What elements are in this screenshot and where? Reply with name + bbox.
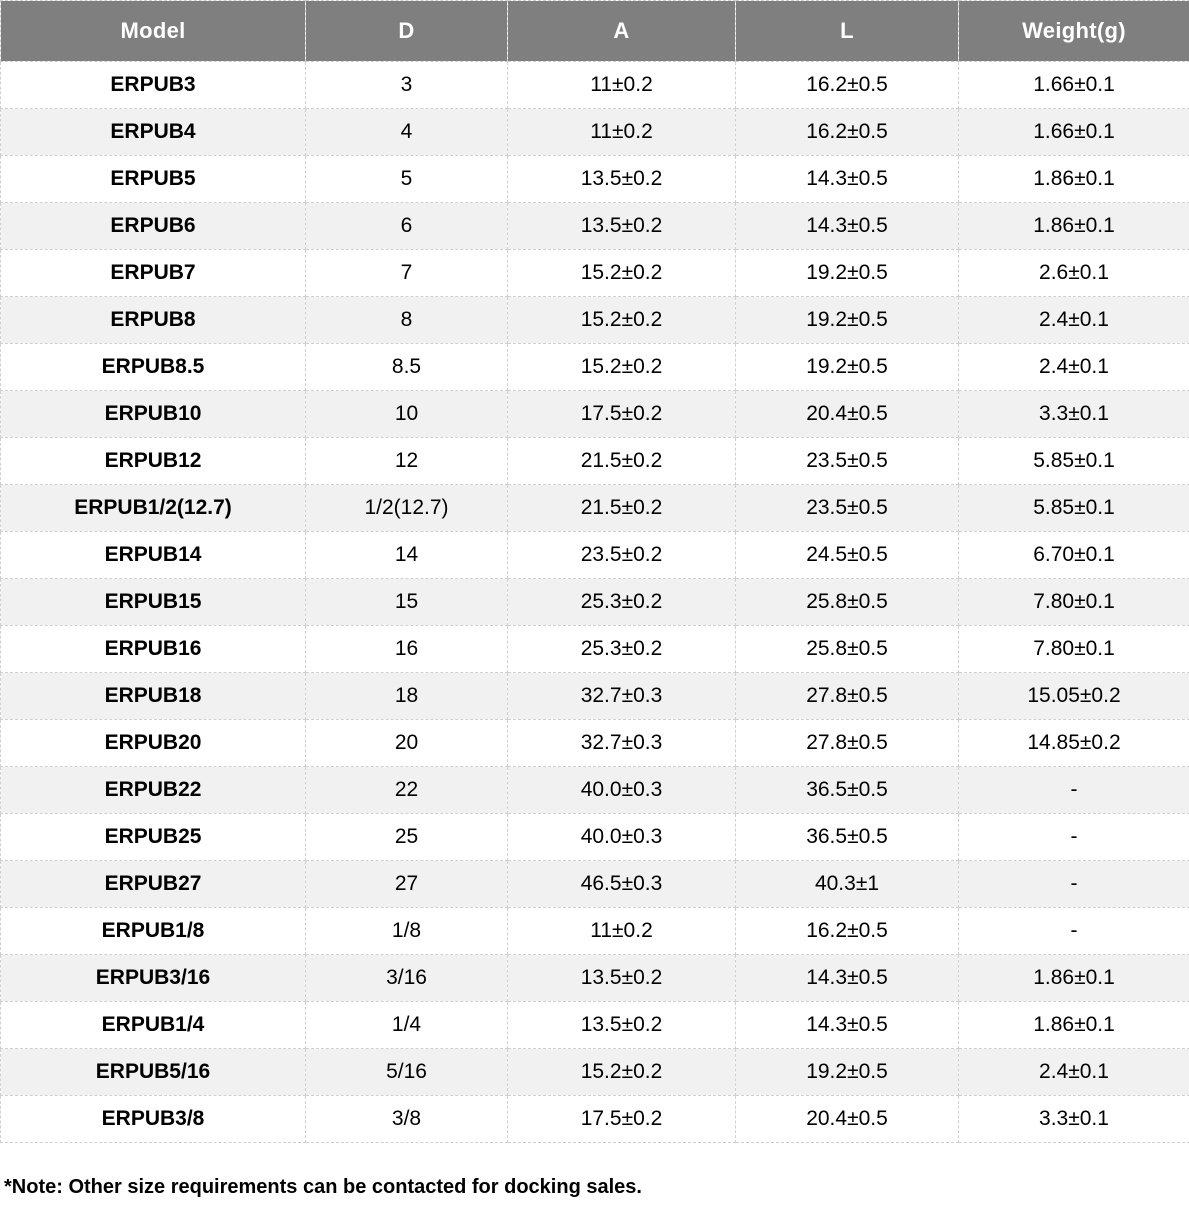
model-cell: ERPUB4 <box>1 109 306 156</box>
table-row <box>1 861 1189 908</box>
value-cell: 2.6±0.1 <box>959 250 1189 297</box>
value-cell: 3 <box>306 62 508 109</box>
value-cell: 1/8 <box>306 908 508 955</box>
model-cell: ERPUB18 <box>1 673 306 720</box>
value-cell: 1.66±0.1 <box>959 62 1189 109</box>
value-cell: 19.2±0.5 <box>736 297 959 344</box>
value-cell: 20.4±0.5 <box>736 1096 959 1143</box>
value-cell: 17.5±0.2 <box>508 391 736 438</box>
value-cell: 14 <box>306 532 508 579</box>
value-cell: 2.4±0.1 <box>959 1049 1189 1096</box>
table-row <box>1 955 1189 1002</box>
value-cell: 1/4 <box>306 1002 508 1049</box>
value-cell: 14.3±0.5 <box>736 955 959 1002</box>
table-row <box>1 203 1189 250</box>
value-cell: - <box>959 767 1189 814</box>
value-cell: 15.2±0.2 <box>508 250 736 297</box>
table-row <box>1 767 1189 814</box>
table-row <box>1 297 1189 344</box>
value-cell: 13.5±0.2 <box>508 156 736 203</box>
model-cell: ERPUB3/16 <box>1 955 306 1002</box>
value-cell: 10 <box>306 391 508 438</box>
table-row <box>1 485 1189 532</box>
value-cell: 7.80±0.1 <box>959 626 1189 673</box>
value-cell: - <box>959 908 1189 955</box>
value-cell: 16.2±0.5 <box>736 908 959 955</box>
value-cell: 3/8 <box>306 1096 508 1143</box>
model-cell: ERPUB10 <box>1 391 306 438</box>
note-text: *Note: Other size requirements can be contacted for docking sales. <box>4 1176 642 1198</box>
header-cell-l: L <box>736 1 959 62</box>
value-cell: 5.85±0.1 <box>959 438 1189 485</box>
value-cell: 1/2(12.7) <box>306 485 508 532</box>
value-cell: 25.8±0.5 <box>736 579 959 626</box>
model-cell: ERPUB3 <box>1 62 306 109</box>
value-cell: 15.2±0.2 <box>508 344 736 391</box>
value-cell: 25.8±0.5 <box>736 626 959 673</box>
value-cell: 27.8±0.5 <box>736 673 959 720</box>
value-cell: 4 <box>306 109 508 156</box>
model-cell: ERPUB27 <box>1 861 306 908</box>
value-cell: 6 <box>306 203 508 250</box>
header-cell-weight-g-: Weight(g) <box>959 1 1189 62</box>
value-cell: 11±0.2 <box>508 109 736 156</box>
model-cell: ERPUB7 <box>1 250 306 297</box>
value-cell: - <box>959 861 1189 908</box>
value-cell: 40.0±0.3 <box>508 814 736 861</box>
value-cell: 25.3±0.2 <box>508 626 736 673</box>
value-cell: 21.5±0.2 <box>508 485 736 532</box>
value-cell: 16.2±0.5 <box>736 109 959 156</box>
table-row <box>1 62 1189 109</box>
value-cell: 19.2±0.5 <box>736 250 959 297</box>
table-row <box>1 438 1189 485</box>
value-cell: 25 <box>306 814 508 861</box>
model-cell: ERPUB8.5 <box>1 344 306 391</box>
value-cell: 16 <box>306 626 508 673</box>
value-cell: 14.3±0.5 <box>736 203 959 250</box>
value-cell: 23.5±0.2 <box>508 532 736 579</box>
value-cell: 19.2±0.5 <box>736 344 959 391</box>
value-cell: 8 <box>306 297 508 344</box>
value-cell: 40.3±1 <box>736 861 959 908</box>
model-cell: ERPUB25 <box>1 814 306 861</box>
value-cell: 12 <box>306 438 508 485</box>
table-row <box>1 156 1189 203</box>
table-row <box>1 1049 1189 1096</box>
value-cell: 2.4±0.1 <box>959 297 1189 344</box>
value-cell: 15.2±0.2 <box>508 1049 736 1096</box>
table-row <box>1 1096 1189 1143</box>
value-cell: 13.5±0.2 <box>508 203 736 250</box>
value-cell: 15.2±0.2 <box>508 297 736 344</box>
value-cell: 3/16 <box>306 955 508 1002</box>
table-row <box>1 109 1189 156</box>
value-cell: 25.3±0.2 <box>508 579 736 626</box>
value-cell: 1.66±0.1 <box>959 109 1189 156</box>
value-cell: 2.4±0.1 <box>959 344 1189 391</box>
table-body <box>1 62 1189 1143</box>
model-cell: ERPUB1/8 <box>1 908 306 955</box>
model-cell: ERPUB5/16 <box>1 1049 306 1096</box>
value-cell: 7 <box>306 250 508 297</box>
header-row <box>1 1 1189 62</box>
header-cell-model: Model <box>1 1 306 62</box>
model-cell: ERPUB8 <box>1 297 306 344</box>
value-cell: 20.4±0.5 <box>736 391 959 438</box>
value-cell: 20 <box>306 720 508 767</box>
model-cell: ERPUB16 <box>1 626 306 673</box>
value-cell: 14.3±0.5 <box>736 156 959 203</box>
table-row <box>1 579 1189 626</box>
table-row <box>1 391 1189 438</box>
value-cell: 1.86±0.1 <box>959 955 1189 1002</box>
value-cell: 22 <box>306 767 508 814</box>
value-cell: 3.3±0.1 <box>959 1096 1189 1143</box>
value-cell: 7.80±0.1 <box>959 579 1189 626</box>
value-cell: 23.5±0.5 <box>736 485 959 532</box>
table-row <box>1 344 1189 391</box>
table-row <box>1 626 1189 673</box>
value-cell: 32.7±0.3 <box>508 673 736 720</box>
model-cell: ERPUB14 <box>1 532 306 579</box>
value-cell: 18 <box>306 673 508 720</box>
value-cell: 27 <box>306 861 508 908</box>
value-cell: 1.86±0.1 <box>959 203 1189 250</box>
table-row <box>1 814 1189 861</box>
value-cell: - <box>959 814 1189 861</box>
value-cell: 5/16 <box>306 1049 508 1096</box>
model-cell: ERPUB1/4 <box>1 1002 306 1049</box>
value-cell: 1.86±0.1 <box>959 156 1189 203</box>
value-cell: 15.05±0.2 <box>959 673 1189 720</box>
value-cell: 11±0.2 <box>508 62 736 109</box>
value-cell: 13.5±0.2 <box>508 1002 736 1049</box>
value-cell: 27.8±0.5 <box>736 720 959 767</box>
table-header <box>1 1 1189 62</box>
value-cell: 14.3±0.5 <box>736 1002 959 1049</box>
table-row <box>1 720 1189 767</box>
value-cell: 3.3±0.1 <box>959 391 1189 438</box>
table-row <box>1 908 1189 955</box>
model-cell: ERPUB15 <box>1 579 306 626</box>
value-cell: 36.5±0.5 <box>736 767 959 814</box>
model-cell: ERPUB12 <box>1 438 306 485</box>
value-cell: 19.2±0.5 <box>736 1049 959 1096</box>
model-cell: ERPUB20 <box>1 720 306 767</box>
value-cell: 23.5±0.5 <box>736 438 959 485</box>
model-cell: ERPUB5 <box>1 156 306 203</box>
model-cell: ERPUB22 <box>1 767 306 814</box>
value-cell: 5 <box>306 156 508 203</box>
value-cell: 21.5±0.2 <box>508 438 736 485</box>
value-cell: 5.85±0.1 <box>959 485 1189 532</box>
value-cell: 13.5±0.2 <box>508 955 736 1002</box>
value-cell: 11±0.2 <box>508 908 736 955</box>
table-row <box>1 250 1189 297</box>
table-row <box>1 532 1189 579</box>
value-cell: 16.2±0.5 <box>736 62 959 109</box>
model-cell: ERPUB3/8 <box>1 1096 306 1143</box>
value-cell: 15 <box>306 579 508 626</box>
value-cell: 24.5±0.5 <box>736 532 959 579</box>
value-cell: 36.5±0.5 <box>736 814 959 861</box>
value-cell: 14.85±0.2 <box>959 720 1189 767</box>
table-row <box>1 1002 1189 1049</box>
value-cell: 32.7±0.3 <box>508 720 736 767</box>
model-cell: ERPUB6 <box>1 203 306 250</box>
value-cell: 17.5±0.2 <box>508 1096 736 1143</box>
value-cell: 6.70±0.1 <box>959 532 1189 579</box>
value-cell: 1.86±0.1 <box>959 1002 1189 1049</box>
table-row <box>1 673 1189 720</box>
header-cell-d: D <box>306 1 508 62</box>
header-cell-a: A <box>508 1 736 62</box>
value-cell: 46.5±0.3 <box>508 861 736 908</box>
value-cell: 8.5 <box>306 344 508 391</box>
value-cell: 40.0±0.3 <box>508 767 736 814</box>
model-cell: ERPUB1/2(12.7) <box>1 485 306 532</box>
